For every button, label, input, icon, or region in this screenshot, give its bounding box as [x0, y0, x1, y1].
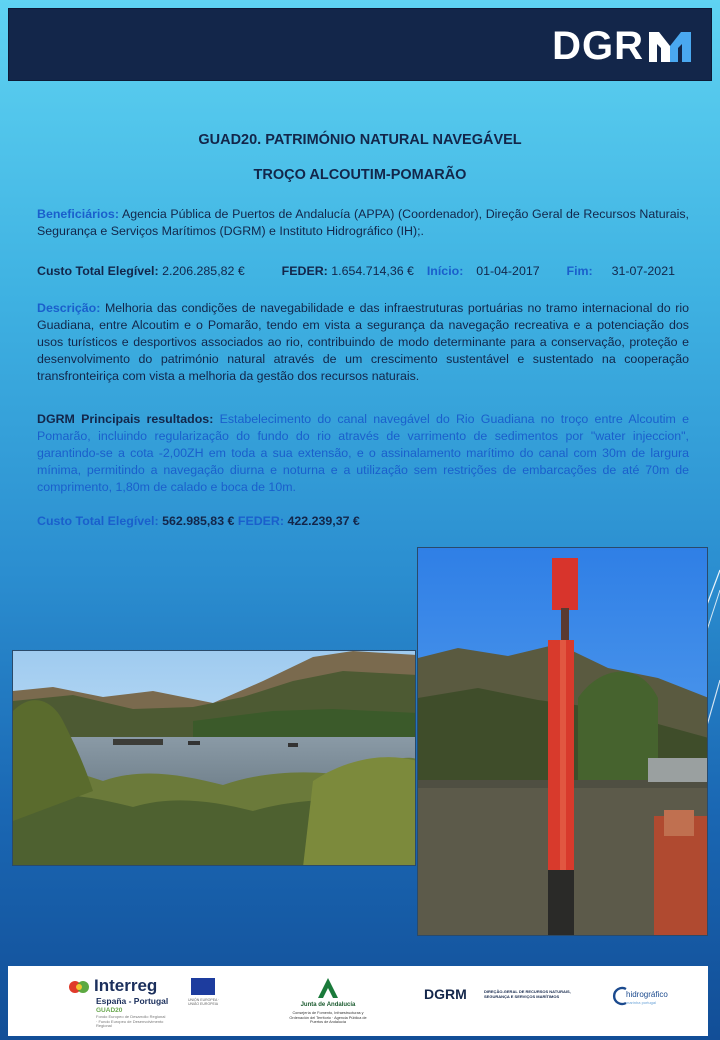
junta-andalucia-logo: [286, 974, 370, 1028]
fim-label: Fim:: [566, 264, 593, 278]
descricao-text: Melhoria das condições de navegabilidade e das infraestruturas portuárias no tramo internacional do rio Guadiana, entre Alcoutim e o Pomarão, tendo em vista a segurança da navegação recreativa e a potenciação dos usos turísticos e desportivos associados ao rio, contribuindo de modo determinante para a conservação, proteção e desenvolvimento do património natural através de um crescimento sustentável e sustentado na cooperação transfronteiriça com vista a melhoria da gestão dos recursos naturais.: [37, 301, 689, 383]
resultados-text: Estabelecimento do canal navegável do Rio Guadiana no troço entre Alcoutim e Pomarão, incluindo regularização do fundo do rio através de varrimento de sedimentos por "water injeccion", garantindo-se a cota -2,00ZH em toda a sua extensão, e o assinalamento marítimo do canal com 30m de largura mínima, permitindo a navegação diurna e noturna e a utilização sem restrições de embarcações de até 70m de comprimento, 1,80m de calado e boca de 10m.: [37, 412, 689, 494]
junta-sub: Consejería de Fomento, Infraestructuras y Ordenación del Territorio · Agencia Pública de Puertos de Andalucía: [289, 1011, 367, 1024]
interreg-project: GUAD20: [96, 1007, 123, 1014]
dgrm-footer-logo: [424, 974, 594, 1028]
page-subtitle: TROÇO ALCOUTIM-POMARÃO: [253, 167, 467, 183]
eu-flag-icon: [191, 978, 215, 995]
junta-mark-icon: [316, 976, 340, 1000]
river-landscape-image: [13, 651, 416, 866]
resultados-paragraph: [37, 411, 689, 496]
logo-text: DGR: [552, 23, 644, 68]
fim-value: 31-07-2021: [611, 264, 675, 278]
resultados-label: DGRM Principais resultados:: [37, 412, 214, 426]
inicio-label: Início:: [426, 264, 464, 278]
junta-name: Junta de Andalucía: [300, 1002, 356, 1008]
m-logo-icon: [647, 28, 693, 64]
custo-label: Custo Total Elegível:: [37, 264, 159, 278]
hidrografico-name: hidrográfico: [626, 990, 668, 999]
beneficiarios-label: Beneficiários:: [37, 207, 119, 221]
beneficiarios-paragraph: [37, 206, 689, 240]
interreg-logo: [66, 974, 226, 1028]
footer-logos: [8, 966, 708, 1036]
feder-value: 1.654.714,36 €: [331, 264, 414, 278]
feder-label: FEDER:: [281, 264, 328, 278]
dgrm-feder-value: 422.239,37 €: [287, 514, 360, 528]
dgrm-feder-label: FEDER:: [237, 514, 285, 528]
dgrm-logo: [552, 23, 693, 69]
interreg-sub: España - Portugal: [96, 996, 169, 1006]
descricao-label: Descrição:: [37, 301, 101, 315]
dgrm-footer-sub: DIREÇÃO-GERAL DE RECURSOS NATURAIS, SEGURANÇA E SERVIÇOS MARÍTIMOS: [484, 989, 571, 999]
river-landscape-photo: [12, 650, 416, 866]
dgrm-financing-line: [37, 513, 689, 530]
dgrm-custo-value: 562.985,83 €: [162, 514, 235, 528]
beneficiarios-text: Agencia Pública de Puertos de Andalucía (APPA) (Coordenador), Direção Geral de Recursos Naturais, Segurança e Serviços Marítimos (DGRM) e Instituto Hidrográfico (IH);.: [37, 207, 689, 238]
eu-caption: UNIÓN EUROPEA · UNIÃO EUROPEIA: [188, 998, 220, 1006]
buoy-marker-photo: [417, 547, 708, 936]
buoy-marker-image: [418, 548, 708, 936]
hidrografico-logo: [612, 974, 682, 1028]
header-bar: [8, 8, 712, 81]
interreg-small: Fondo Europeo de Desarrollo Regional · Fundo Europeu de Desenvolvimento Regional: [96, 1014, 166, 1028]
interreg-name: Interreg: [94, 976, 158, 995]
hidrografico-sub: marinha portugal: [626, 1000, 657, 1005]
interreg-mark-icon: [68, 978, 90, 996]
descricao-paragraph: [37, 300, 689, 385]
inicio-value: 01-04-2017: [476, 264, 540, 278]
financing-line: [37, 263, 689, 280]
dgrm-custo-label: Custo Total Elegível:: [37, 514, 159, 528]
custo-value: 2.206.285,82 €: [162, 264, 245, 278]
dgrm-footer-name: DGRM: [424, 986, 467, 1002]
page-title: GUAD20. PATRIMÓNIO NATURAL NAVEGÁVEL: [198, 132, 522, 148]
